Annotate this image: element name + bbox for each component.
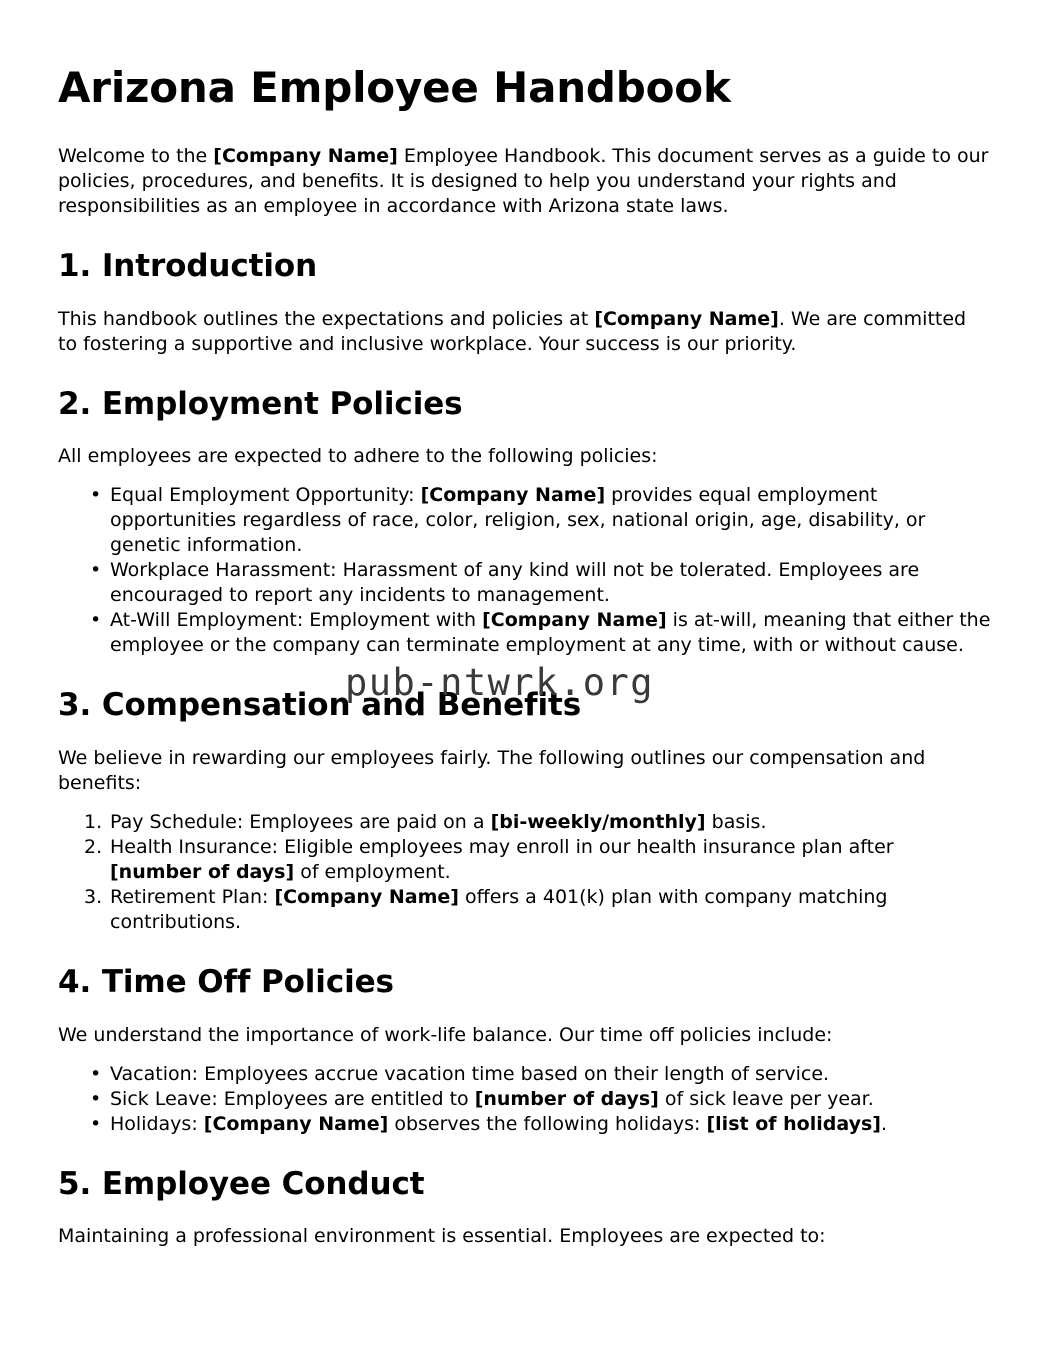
list-item-text-part-3: . <box>880 1112 888 1135</box>
list-item-text-part-2: basis. <box>705 810 767 833</box>
list-item <box>58 558 991 608</box>
list-item-bold-1: [number of days] <box>110 860 295 883</box>
list-item-text-part-1: Vacation: Employees accrue vacation time based on their length of service. <box>110 1062 830 1085</box>
list-item <box>58 810 991 835</box>
page-title: Arizona Employee Handbook <box>58 63 731 112</box>
time-off-policies-list <box>58 1048 991 1137</box>
intro-company-placeholder: [Company Name] <box>213 145 398 168</box>
list-item-text-part-2: of sick leave per year. <box>658 1087 874 1110</box>
watermark-text: pub-ntwrk.org <box>345 661 655 704</box>
list-item-text-part-1: Equal Employment Opportunity: <box>110 484 421 507</box>
list-item-text-part-2: offers a 401(k) plan with company matching contributions. <box>110 885 888 933</box>
introduction-text-part-1: This handbook outlines the expectations and policies at <box>58 307 595 330</box>
list-item-text-part-1: Workplace Harassment: Harassment of any kind will not be tolerated. Employees are encouraged to report any incidents to management. <box>110 559 920 607</box>
list-item-text-part-2: observes the following holidays: <box>388 1112 707 1135</box>
compensation-paragraph: We believe in rewarding our employees fairly. The following outlines our compensation and benefits: <box>58 746 926 794</box>
section-employment-policies <box>58 357 991 659</box>
employment-policies-list <box>58 469 991 658</box>
intro-paragraph <box>58 111 991 219</box>
time-off-paragraph: We understand the importance of work-life balance. Our time off policies include: <box>58 1023 833 1046</box>
list-item <box>58 483 991 558</box>
list-item <box>58 835 991 885</box>
list-item <box>58 608 991 658</box>
list-item-bold-1: [Company Name] <box>420 484 606 507</box>
list-item-text-part-2: of employment. <box>294 860 451 883</box>
compensation-benefits-list <box>58 796 991 935</box>
list-item-text-part-1: Pay Schedule: Employees are paid on a <box>110 810 491 833</box>
introduction-text-part-2: . We are committed to fostering a supportive and inclusive workplace. Your success is our priority. <box>58 307 967 355</box>
list-item <box>58 1087 991 1112</box>
heading-employee-conduct: 5. Employee Conduct <box>58 1165 425 1202</box>
list-item-text-part-1: Holidays: <box>110 1112 204 1135</box>
list-item-text-part-2: provides equal employment opportunities regardless of race, color, religion, sex, national origin, age, disability, or genetic information. <box>110 484 926 557</box>
heading-compensation-and-benefits: 3. Compensation and Benefits <box>58 687 582 724</box>
intro-text-part-1: Welcome to the <box>58 145 214 168</box>
list-item <box>58 1112 991 1137</box>
introduction-company-placeholder: [Company Name] <box>594 307 779 330</box>
list-item-text-part-1: Retirement Plan: <box>110 885 275 908</box>
heading-introduction: 1. Introduction <box>58 248 318 285</box>
list-item-bold-2: [list of holidays] <box>706 1112 881 1135</box>
list-item <box>58 1062 991 1087</box>
list-item-text-part-1: At-Will Employment: Employment with <box>110 609 483 632</box>
heading-time-off-policies: 4. Time Off Policies <box>58 963 394 1000</box>
intro-text-part-2: Employee Handbook. This document serves as a guide to our policies, procedures, and benefits. It is designed to help you understand your rights and responsibilities as an employee in accordance with Arizona state laws. <box>58 145 989 218</box>
list-item-bold-1: [number of days] <box>474 1087 659 1110</box>
list-item-text-part-1: Health Insurance: Eligible employees may enroll in our health insurance plan after <box>110 835 894 858</box>
list-item-bold-1: [Company Name] <box>482 609 667 632</box>
employee-conduct-paragraph: Maintaining a professional environment is essential. Employees are expected to: <box>58 1225 826 1248</box>
employment-policies-paragraph: All employees are expected to adhere to the following policies: <box>58 445 658 468</box>
list-item-bold-1: [Company Name] <box>274 885 459 908</box>
heading-employment-policies: 2. Employment Policies <box>58 385 463 422</box>
list-item-text-part-2: is at-will, meaning that either the employee or the company can terminate employment at any time, with or without cause. <box>110 609 991 657</box>
list-item-text-part-1: Sick Leave: Employees are entitled to <box>110 1087 475 1110</box>
list-item <box>58 885 991 935</box>
list-item-bold-1: [bi-weekly/monthly] <box>490 810 706 833</box>
introduction-paragraph <box>58 285 991 357</box>
list-item-bold-1: [Company Name] <box>203 1112 389 1135</box>
